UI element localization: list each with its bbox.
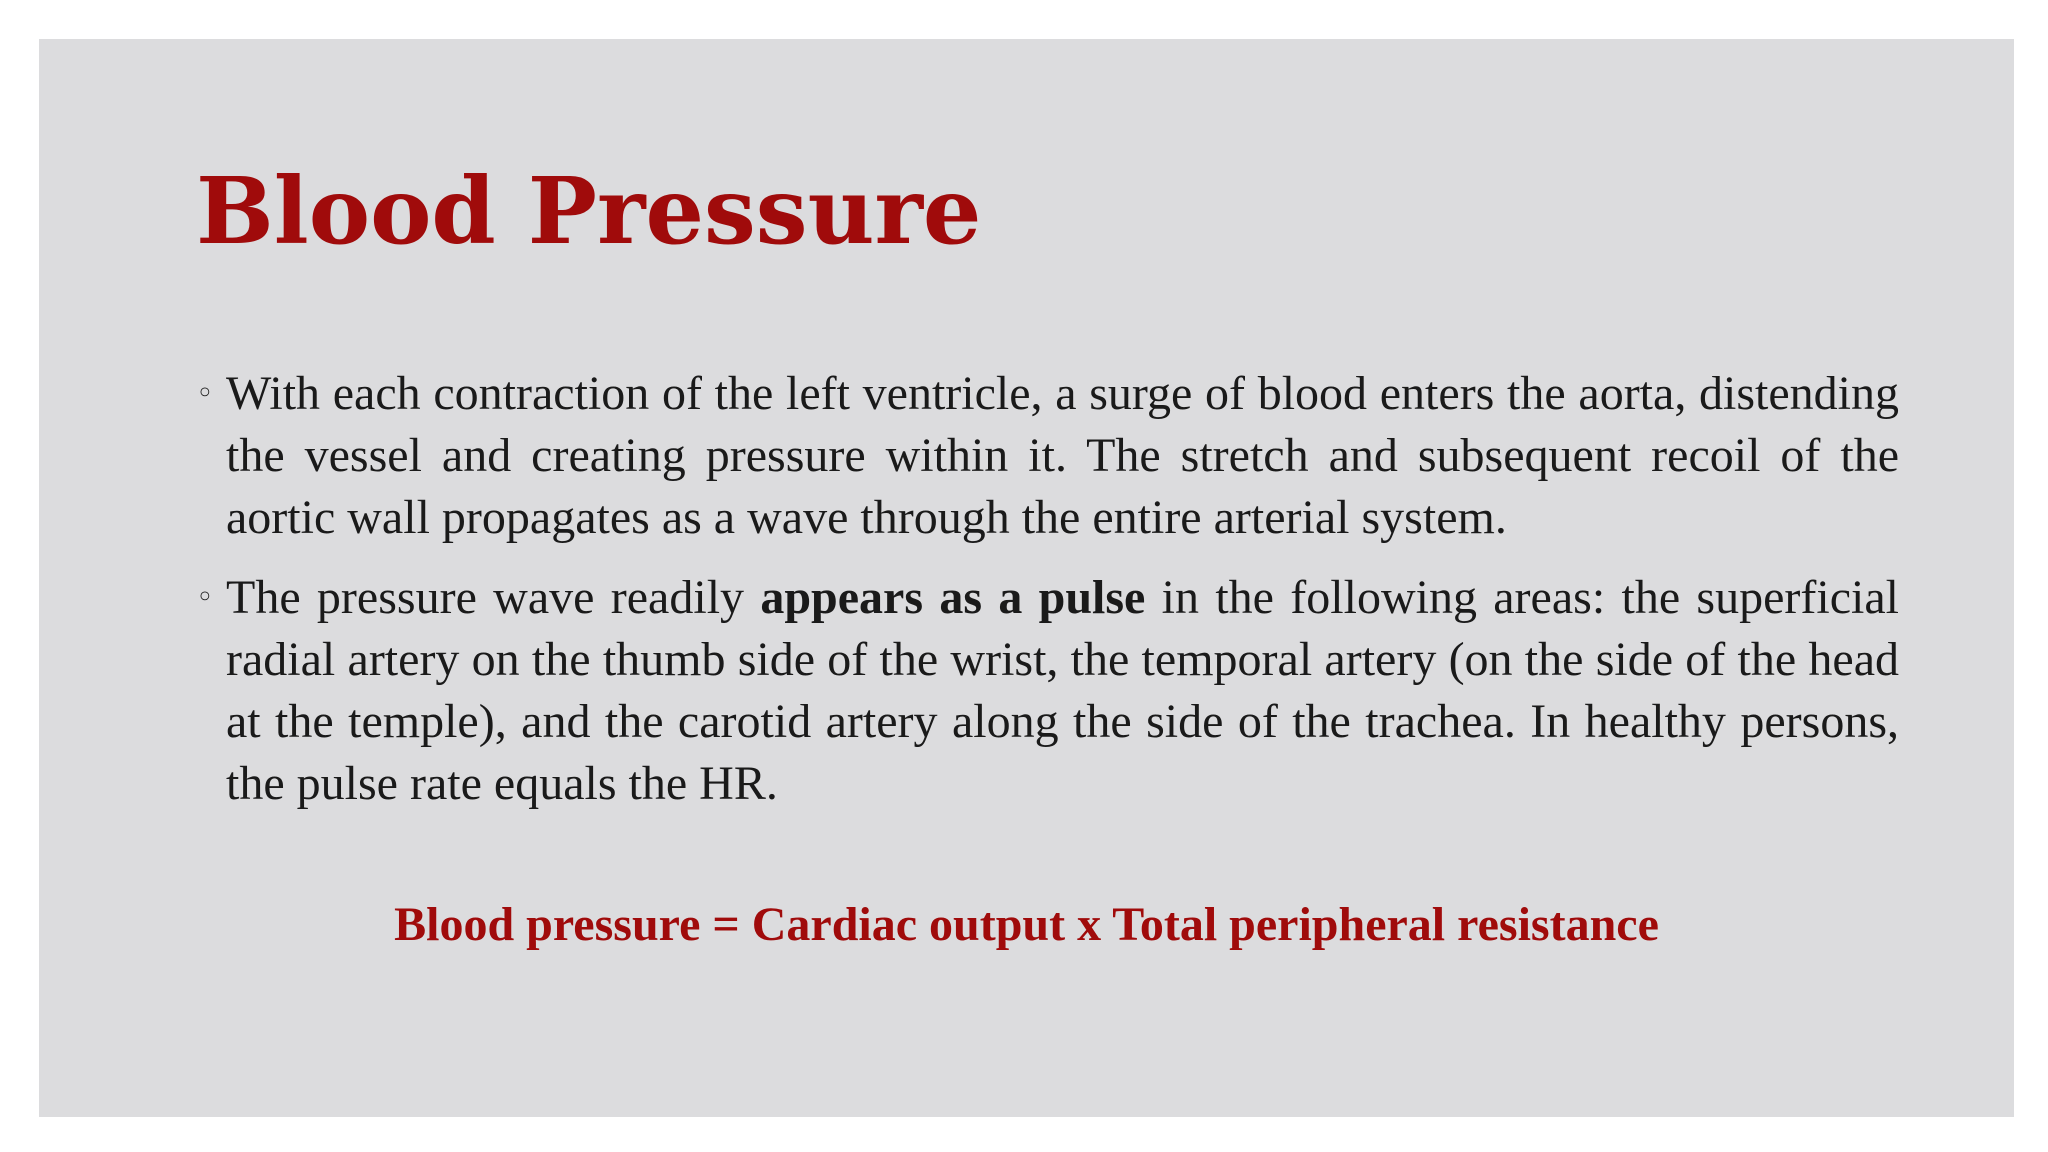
bullet-text: With each contraction of the left ventricle, a surge of blood enters the aorta, distending the vessel and creating pressure within it. The stretch and subsequent recoil of the aortic wall propagates as a wave through the entire arterial system. <box>226 367 1899 544</box>
slide-title: Blood Pressure <box>196 157 982 265</box>
slide <box>39 39 2014 1117</box>
bullet-list <box>196 363 1899 833</box>
bullet-item <box>196 567 1899 815</box>
bullet-text <box>226 567 1899 815</box>
bullet-circle-icon: ◦ <box>196 580 214 615</box>
bullet-text-plain: The pressure wave readily <box>226 571 761 624</box>
bullet-item <box>196 363 1899 549</box>
bullet-circle-icon: ◦ <box>196 376 214 411</box>
bullet-text-bold: appears as a pulse <box>760 571 1146 624</box>
bullet-text-plain: in the following areas: the superficial radial artery on the thumb side of the wrist, the temporal artery (on the side of the head at the temple), and the carotid artery along the side of the trachea. In healthy persons, the pulse rate equals the HR. <box>226 571 1900 810</box>
formula-text: Blood pressure = Cardiac output x Total peripheral resistance <box>394 898 1659 951</box>
